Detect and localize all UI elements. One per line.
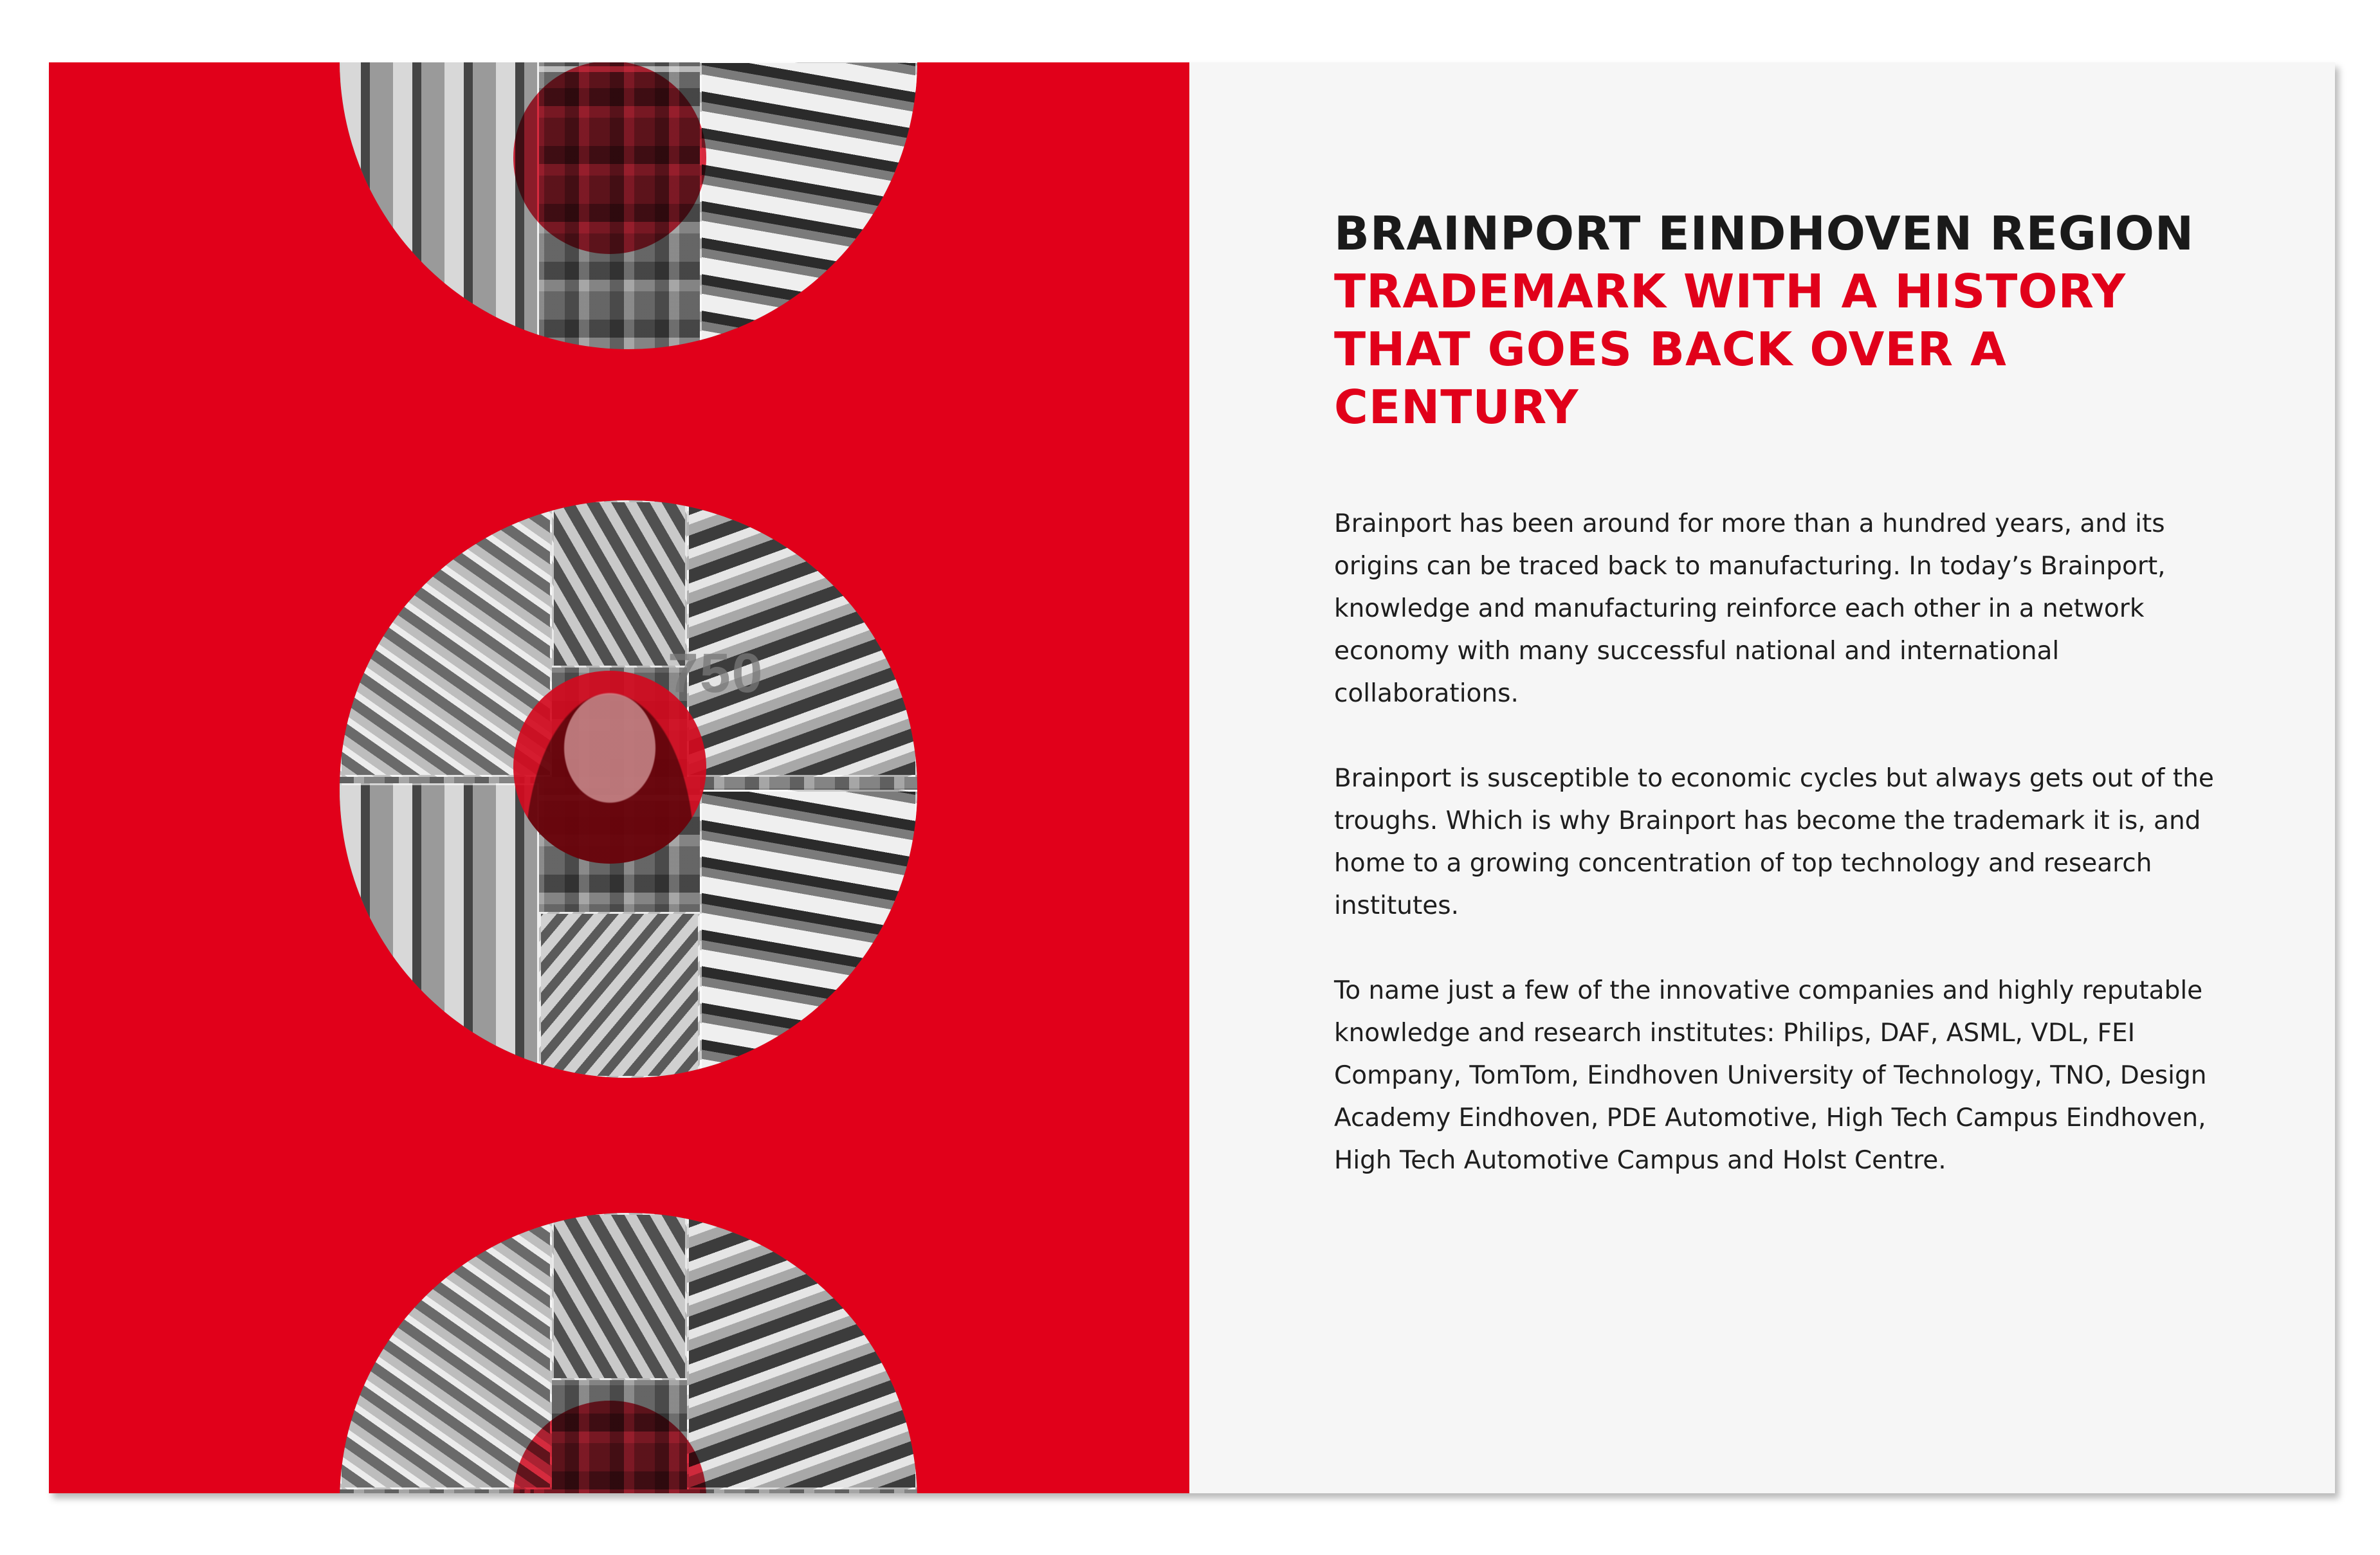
body-paragraph-2: Brainport is susceptible to economic cycles but always gets out of the troughs. Which is why Brainport has become the trademark it is, and home to a growing concentration of top technology and research institutes. <box>1334 764 2214 920</box>
collage-photo <box>687 1213 917 1489</box>
collage-photo <box>539 912 700 1078</box>
collage-photo <box>340 62 539 349</box>
collage-photo <box>687 500 917 777</box>
red-overlay-circle <box>513 62 706 254</box>
collage-photo <box>552 1213 687 1380</box>
photo-collage-circle-middle <box>340 500 917 1078</box>
photo-collage-circle-bottom <box>340 1213 917 1493</box>
car-advert-label: 750 <box>668 642 764 704</box>
collage-photo <box>700 790 917 1078</box>
red-collage-page <box>49 62 1189 1493</box>
collage-photo <box>340 783 539 1078</box>
photo-collage-circle-top <box>340 62 917 349</box>
page-subtitle-line-2: THAT GOES BACK OVER A CENTURY <box>1334 322 2007 434</box>
portrait-red-circle <box>513 671 706 864</box>
page-title: BRAINPORT EINDHOVEN REGION <box>1334 206 2195 260</box>
article-text <box>1334 205 2235 1182</box>
collage-photo <box>700 62 917 349</box>
body-paragraph-3: To name just a few of the innovative companies and highly reputable knowledge and research institutes: Philips, DAF, ASML, VDL, FEI Company, TomTom, Eindhoven University of Technology, TNO, Design Academy Eindhoven, PDE Automotive, High Tech Campus Eindhoven, High Tech Automotive Campus and Holst Centre. <box>1334 976 2207 1175</box>
page-subtitle-line-1: TRADEMARK WITH A HISTORY <box>1334 264 2127 318</box>
body-paragraph-1: Brainport has been around for more than a hundred years, and its origins can be traced back to manufacturing. In today’s Brainport, knowledge and manufacturing reinforce each other in a network economy with many successful national and international collaborations. <box>1334 509 2166 708</box>
collage-photo <box>552 500 687 668</box>
collage-photo <box>340 1213 552 1489</box>
